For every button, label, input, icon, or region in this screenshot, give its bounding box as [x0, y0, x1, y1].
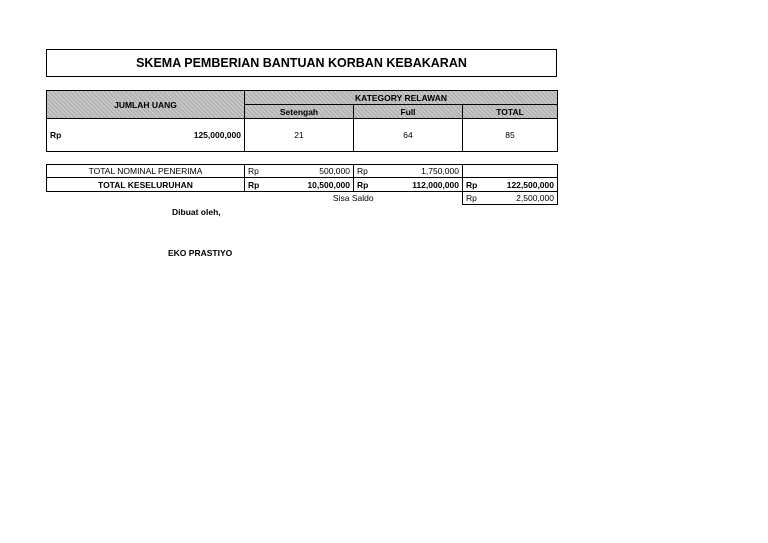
nominal-setengah-cell [245, 165, 354, 178]
currency-label: Rp [248, 179, 260, 190]
nominal-full-cell [354, 165, 463, 178]
currency-label: Rp [466, 179, 478, 190]
nominal-setengah-value: 500,000 [319, 166, 350, 176]
sisa-saldo-cell [463, 192, 558, 205]
sisa-saldo-value: 2,500,000 [516, 193, 554, 203]
full-count: 64 [354, 119, 463, 152]
keseluruhan-full-cell [354, 178, 463, 192]
keseluruhan-setengah-cell [245, 178, 354, 192]
nominal-label: TOTAL NOMINAL PENERIMA [47, 165, 245, 178]
keseluruhan-total-value: 122,500,000 [506, 179, 554, 190]
setengah-count: 21 [245, 119, 354, 152]
jumlah-uang-header: JUMLAH UANG [47, 91, 245, 119]
total-count: 85 [463, 119, 558, 152]
nominal-full-value: 1,750,000 [421, 166, 459, 176]
currency-label: Rp [50, 130, 62, 140]
jumlah-uang-cell [47, 119, 245, 152]
dibuat-oleh-label: Dibuat oleh, [172, 207, 221, 217]
currency-label: Rp [466, 193, 477, 203]
signer-name: EKO PRASTIYO [168, 248, 233, 258]
jumlah-uang-value: 125,000,000 [193, 130, 241, 140]
currency-label: Rp [357, 179, 369, 190]
keseluruhan-total-cell [463, 178, 558, 192]
setengah-header: Setengah [245, 105, 354, 119]
keseluruhan-label: TOTAL KESELURUHAN [47, 178, 245, 192]
nominal-total-empty [463, 165, 558, 178]
currency-label: Rp [248, 166, 259, 176]
total-header: TOTAL [463, 105, 558, 119]
sisa-saldo-label: Sisa Saldo [332, 193, 374, 204]
summary-table [46, 164, 558, 205]
blank-cell [47, 192, 245, 205]
relawan-table [46, 90, 558, 152]
keseluruhan-setengah-value: 10,500,000 [307, 179, 350, 190]
page-title: SKEMA PEMBERIAN BANTUAN KORBAN KEBAKARAN [46, 49, 557, 77]
keseluruhan-full-value: 112,000,000 [412, 179, 459, 190]
full-header: Full [354, 105, 463, 119]
currency-label: Rp [357, 166, 368, 176]
kategory-relawan-header: KATEGORY RELAWAN [245, 91, 558, 105]
